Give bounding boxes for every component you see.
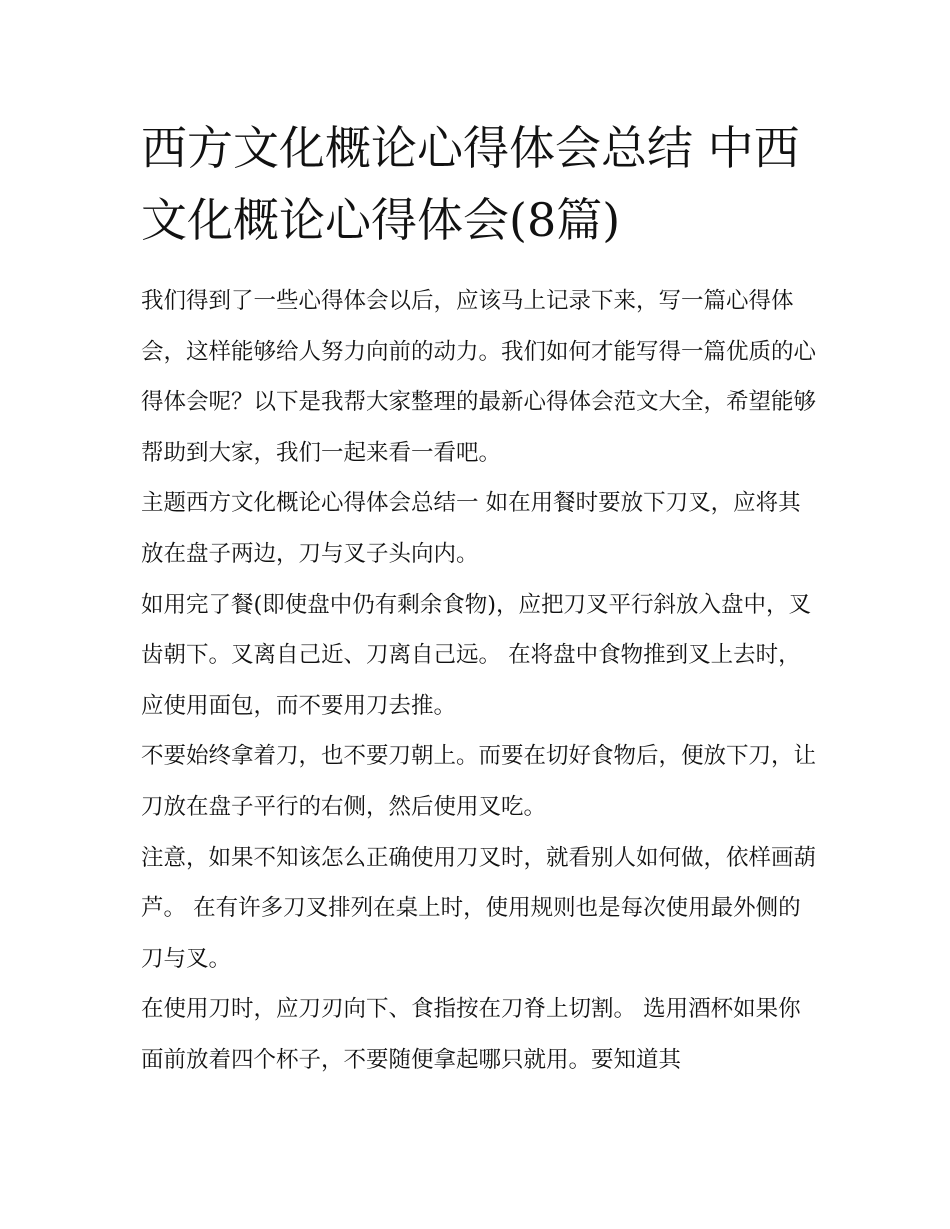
document-title: 西方文化概论心得体会总结 中西文化概论心得体会(8篇) xyxy=(141,121,800,247)
paragraph-notice: 注意，如果不知该怎么正确使用刀叉时，就看别人如何做，依样画葫芦。 在有许多刀叉排列在桌上时，使用规则也是每次使用最外侧的刀与叉。 xyxy=(141,844,817,972)
paragraph-cutting: 在使用刀时，应刀刃向下、食指按在刀脊上切割。 选用酒杯如果你面前放着四个杯子，不要随便拿起哪只就用。要知道其 xyxy=(141,996,801,1073)
document-body xyxy=(141,276,817,1086)
paragraph-intro: 我们得到了一些心得体会以后，应该马上记录下来，写一篇心得体会，这样能够给人努力向前的动力。我们如何才能写得一篇优质的心得体会呢？以下是我帮大家整理的最新心得体会范文大全，希望能够帮助到大家，我们一起来看一看吧。 xyxy=(141,288,817,466)
paragraph-knife-handling: 不要始终拿着刀，也不要刀朝上。而要在切好食物后，便放下刀，让刀放在盘子平行的右侧，然后使用叉吃。 xyxy=(141,743,817,820)
paragraph-finished-meal: 如用完了餐(即使盘中仍有剩余食物)，应把刀叉平行斜放入盘中，叉齿朝下。叉离自己近、刀离自己远。 在将盘中食物推到叉上去时，应使用面包，而不要用刀去推。 xyxy=(141,591,812,719)
paragraph-topic: 主题西方文化概论心得体会总结一 如在用餐时要放下刀叉，应将其放在盘子两边，刀与叉子头向内。 xyxy=(141,490,801,567)
